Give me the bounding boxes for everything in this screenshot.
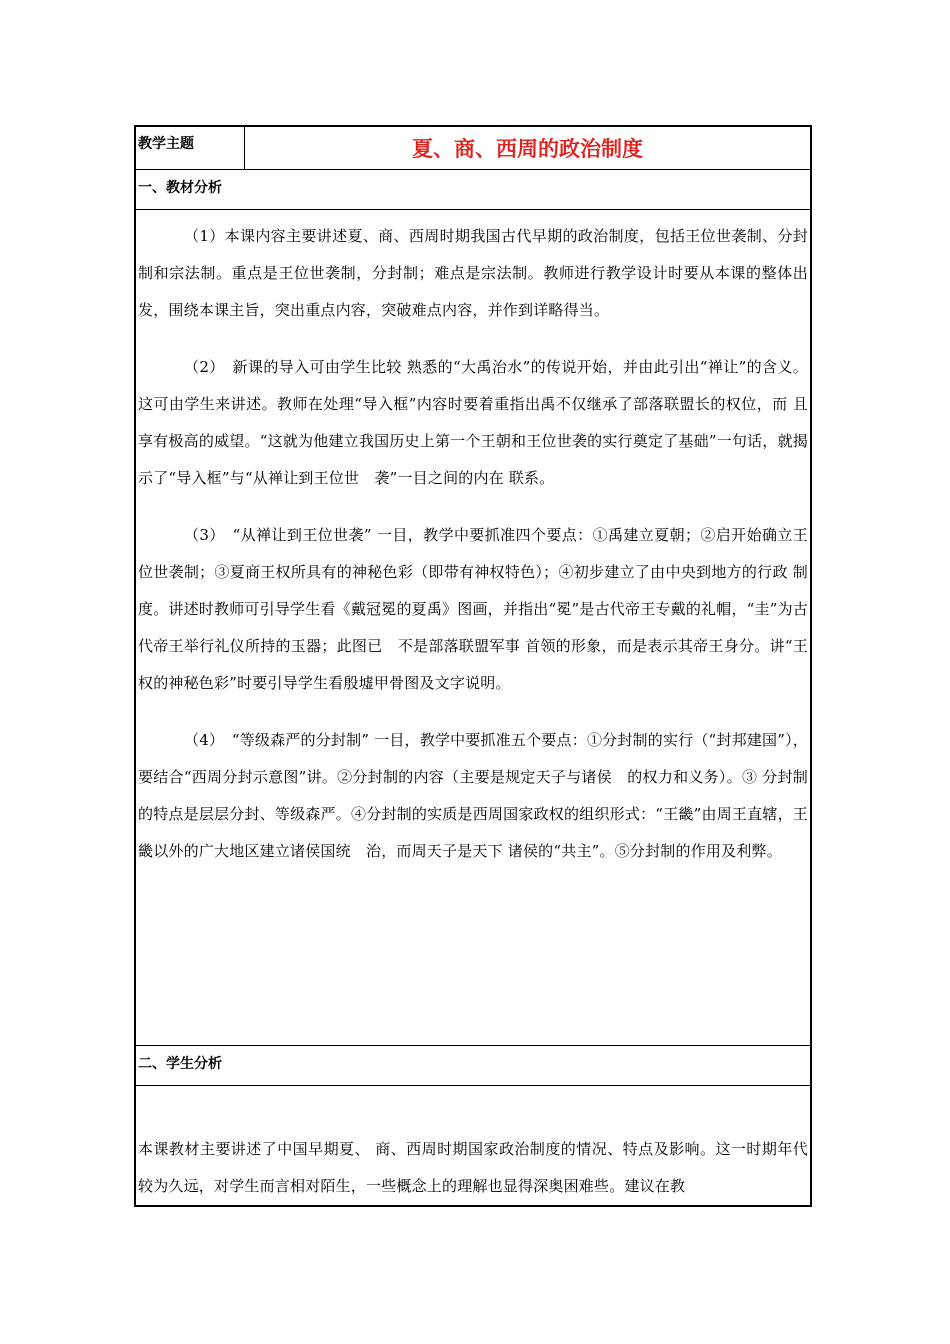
paragraph-4: （4） “等级森严的分封制” 一目，教学中要抓准五个要点：①分封制的实行（“封邦建国”），要结合“西周分封示意图”讲。②分封制的内容（主要是规定天子与诸侯 的权力和义务）。③ 分封制的特点是层层分封、等级森严。④分封制的实质是西周国家政权的组织形式：“王畿”由周王直辖，王畿以外的广大地区建立诸侯国统 治，而周天子是天下 诸侯的“共主”。⑤分封制的作用及利弊。 bbox=[138, 731, 808, 860]
paragraph-5: 本课教材主要讲述了中国早期夏、 商、西周时期国家政治制度的情况、特点及影响。这一时期年代较为久远，对学生而言相对陌生，一些概念上的理解也显得深奥困难些。建议在教 bbox=[138, 1140, 808, 1195]
section-heading-textbook-analysis: 一、教材分析 bbox=[136, 169, 810, 209]
title-row bbox=[136, 127, 810, 169]
section-heading-student-analysis: 二、学生分析 bbox=[136, 1045, 810, 1085]
student-analysis-body bbox=[136, 1085, 810, 1205]
lesson-plan-table bbox=[134, 125, 812, 1207]
paragraph-1: （1）本课内容主要讲述夏、商、西周时期我国古代早期的政治制度，包括王位世袭制、分封制和宗法制。重点是王位世袭制，分封制；难点是宗法制。教师进行教学设计时要从本课的整体出发，围绕本课主旨，突出重点内容，突破难点内容，并作到详略得当。 bbox=[138, 227, 808, 319]
paragraph-3: （3） “从禅让到王位世袭” 一目，教学中要抓准四个要点：①禹建立夏朝；②启开始确立王位世袭制；③夏商王权所具有的神秘色彩（即带有神权特色）；④初步建立了由中央到地方的行政 制度。讲述时教师可引导学生看《戴冠冕的夏禹》图画，并指出“冕”是古代帝王专戴的礼帽，“圭”为古代帝王举行礼仪所持的玉器；此图已 不是部落联盟军事 首领的形象，而是表示其帝王身分。讲“王权的神秘色彩”时要引导学生看殷墟甲骨图及文字说明。 bbox=[138, 526, 808, 692]
lesson-title: 夏、商、西周的政治制度 bbox=[412, 137, 643, 161]
topic-label: 教学主题 bbox=[136, 127, 245, 169]
paragraph-2: （2） 新课的导入可由学生比较 熟悉的“大禹治水”的传说开始，并由此引出“禅让”的含义。这可由学生来讲述。教师在处理“导入框”内容时要着重指出禹不仅继承了部落联盟长的权位，而 且享有极高的威望。“这就为他建立我国历史上第一个王朝和王位世袭的实行奠定了基础”一句话，就揭示了“导入框”与“从禅让到王位世 袭”一目之间的内在 联系。 bbox=[138, 358, 808, 487]
textbook-analysis-body bbox=[136, 209, 810, 1045]
